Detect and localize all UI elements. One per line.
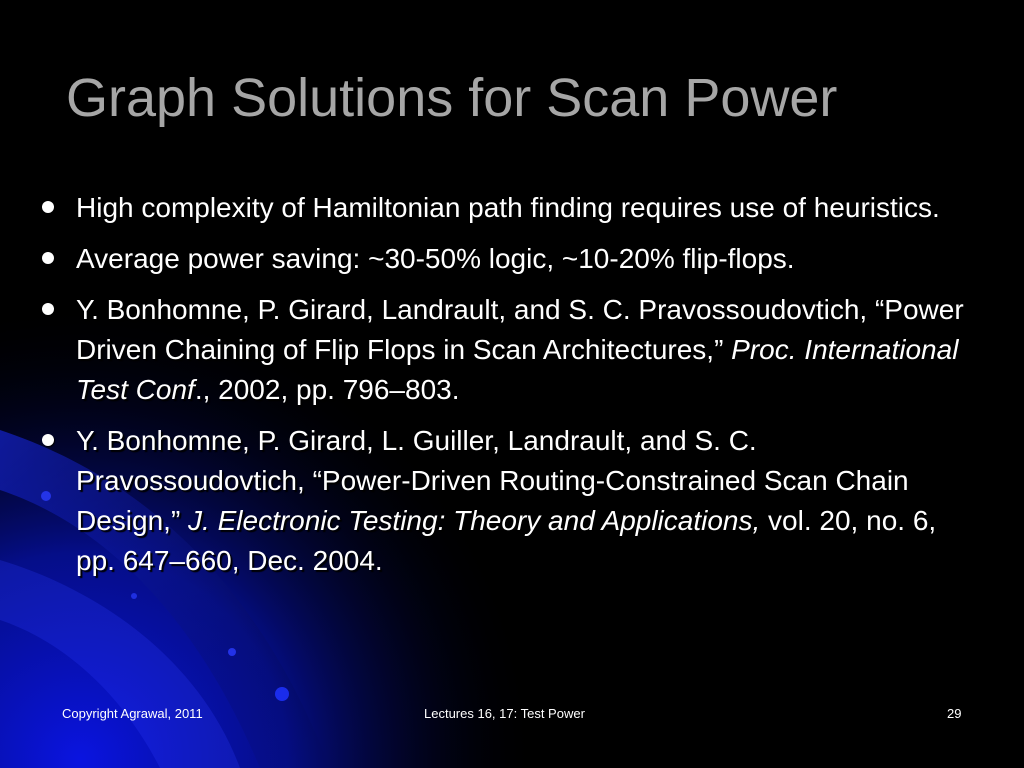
bullet-dot-icon [42,434,54,446]
footer-lecture-title: Lectures 16, 17: Test Power [424,706,585,721]
reference-authors-title: Y. Bonhomne, P. Girard, L. Guiller, Landrault, and S. C. Pravossoudovtich, “Power-Driven Routing-Constrained Scan Chain Design,” [76,425,909,536]
bullet-list [38,188,978,592]
reference-venue: Proc. International Test Conf [76,334,959,405]
reference-authors-title: Y. Bonhomne, P. Girard, Landrault, and S. C. Pravossoudovtich, “Power Driven Chaining of Flip Flops in Scan Architectures,” [76,294,964,365]
bullet-item [38,290,978,410]
bullet-text: High complexity of Hamiltonian path finding requires use of heuristics. [76,192,940,223]
bullet-text: Average power saving: ~30-50% logic, ~10-20% flip-flops. [76,243,795,274]
bullet-item [38,421,978,581]
reference-details: vol. 20, no. 6, pp. 647–660, Dec. 2004. [76,505,937,576]
bullet-dot-icon [42,201,54,213]
slide-title: Graph Solutions for Scan Power [66,68,838,128]
reference-details: ., 2002, pp. 796–803. [194,374,460,405]
bullet-item [38,239,978,279]
footer-copyright: Copyright Agrawal, 2011 [62,706,203,721]
reference-venue: J. Electronic Testing: Theory and Applications, [188,505,761,536]
footer-page-number: 29 [947,706,962,721]
bullet-dot-icon [42,303,54,315]
bullet-item [38,188,978,228]
bullet-dot-icon [42,252,54,264]
